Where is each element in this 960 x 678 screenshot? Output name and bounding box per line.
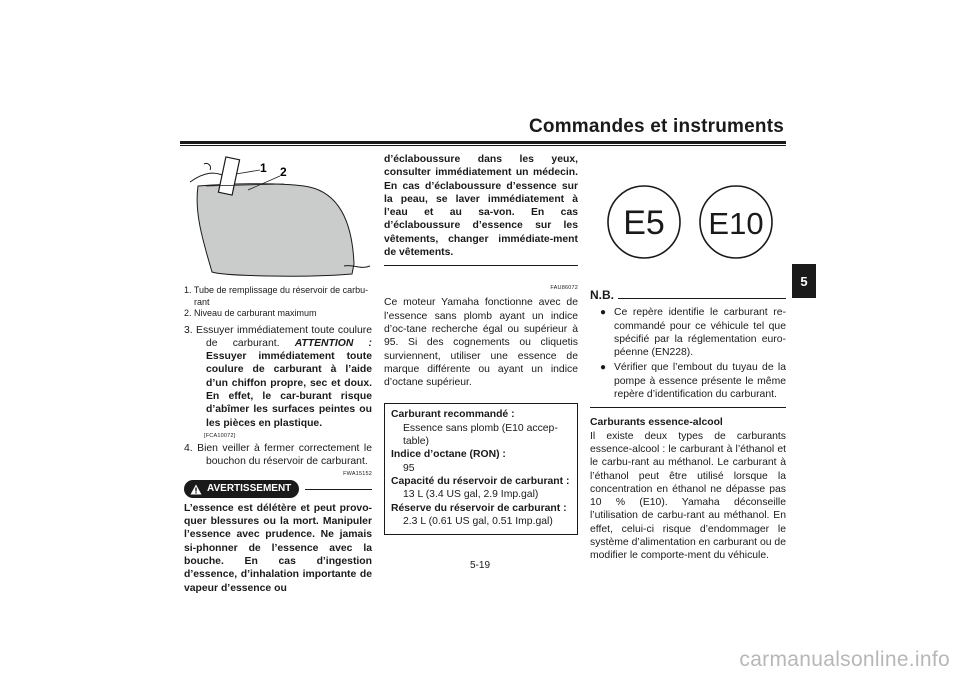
caption-2: 2. Niveau de carburant maximum — [184, 308, 317, 318]
nb-header — [590, 289, 786, 302]
warning-code: FWA15152 — [343, 471, 372, 478]
attention-body: Essuyer immédiatement toute coulure de carburant à l’aide d’un chiffon propre, sec et doux. En effet, le car-burant risque d’abîmer les surfaces peintes ou les pièces en plastique. — [206, 351, 372, 429]
step-4: 4. Bien veiller à fermer correctement le bouchon du réservoir de carburant. — [184, 442, 372, 468]
column-3 — [590, 289, 786, 563]
nb-bullets — [590, 306, 786, 401]
attention-code: [FCA10072] — [204, 432, 236, 439]
chapter-tab: 5 — [792, 264, 816, 298]
spec-value-fuel: Essence sans plomb (E10 accep-table) — [403, 422, 558, 448]
column-2 — [384, 153, 578, 535]
fuel-spec-box — [384, 403, 578, 535]
bullet-dot-icon: ● — [600, 362, 607, 374]
step-3-text: 3. Essuyer immédiatement toute coulure de carburant. — [184, 324, 372, 349]
step-3 — [184, 324, 372, 430]
warning-end-rule — [384, 265, 578, 266]
nb-end-rule — [590, 407, 786, 408]
watermark: carmanualsonline.info — [739, 648, 950, 671]
spec-label-octane: Indice d’octane (RON) : — [391, 449, 506, 461]
callout-1: 1 — [260, 161, 267, 175]
spec-label-fuel: Carburant recommandé : — [391, 409, 515, 421]
section-code: FAU86072 — [550, 285, 578, 292]
warning-text: L’essence est délétère et peut provo-quer blessures ou la mort. Manipuler l’essence avec prudence. Ne jamais si-phonner de l’essence avec la bouche. En cas d’ingestion d’essence, d’inhalation importante de vapeur d’essence ou — [184, 502, 372, 594]
warning-label: AVERTISSEMENT — [207, 483, 292, 495]
logo-e10: E10 — [708, 206, 764, 241]
bullet-dot-icon: ● — [600, 307, 607, 319]
page-title: Commandes et instruments — [528, 116, 784, 137]
header-rule — [180, 141, 786, 144]
nb-bullet — [600, 361, 786, 401]
alcohol-paragraph: Il existe deux types de carburants essence-alcool : le carburant à l’éthanol et le carbu-rant au méthanol. Le carburant à l’éthanol peut être utilisé lorsque la concentration en éthanol ne dépasse pas 10 % (E10). Yamaha déconseille l’utilisation de carbu-rant au méthanol. En effet, celui-ci risque d’endommager le système d’alimentation en carburant ou de modifier le comporte-ment du véhicule. — [590, 430, 786, 562]
nb-bullet — [600, 306, 786, 359]
warning-triangle-icon — [190, 484, 202, 495]
spec-value-reserve: 2.3 L (0.61 US gal, 0.51 Imp.gal) — [403, 515, 553, 527]
figure-captions — [184, 285, 372, 320]
fuel-logos — [606, 184, 776, 260]
logo-e5: E5 — [623, 204, 665, 242]
warning-rule — [305, 489, 372, 490]
fuel-tank-illustration — [184, 154, 374, 280]
spec-label-reserve: Réserve du réservoir de carburant : — [391, 502, 567, 514]
spec-value-capacity: 13 L (3.4 US gal, 2.9 Imp.gal) — [403, 489, 539, 501]
spec-value-octane: 95 — [403, 462, 415, 474]
callout-2: 2 — [280, 165, 287, 179]
octane-paragraph: Ce moteur Yamaha fonctionne avec de l’essence sans plomb ayant un indice d’oc-tane recherche égal ou supérieur à 95. Si des cognements ou cliquetis surviennent, utiliser une essence de marque différente ou ayant un indice d’octane supérieur. — [384, 297, 578, 389]
fuel-logo-graphic — [606, 184, 776, 260]
nb-bullet-text: Vérifier que l’embout du tuyau de la pompe à essence présente le même repère d’identification du carburant. — [614, 362, 786, 401]
page-number: 5-19 — [469, 560, 490, 571]
column-1 — [184, 285, 372, 595]
fuel-tank-figure — [184, 154, 374, 280]
nb-title: N.B. — [590, 288, 614, 302]
nb-bullet-text: Ce repère identifie le carburant re-commandé pour ce véhicule tel que spécifié par la réglementation euro-péenne (EN228). — [614, 307, 786, 359]
attention-label: ATTENTION : — [294, 337, 372, 349]
header-rule-thin — [180, 145, 786, 146]
warning-header — [184, 480, 372, 497]
spec-label-capacity: Capacité du réservoir de carburant : — [391, 475, 570, 487]
nb-rule — [618, 298, 786, 299]
alcohol-heading: Carburants essence-alcool — [590, 417, 723, 429]
warning-continuation: d’éclaboussure dans les yeux, consulter immédiatement un médecin. En cas d’éclaboussure d’essence sur la peau, se laver immédiatement à l’eau et au sa-von. En cas d’éclaboussure d’essence sur les vêtements, changer immédiate-ment de vêtements. — [384, 154, 578, 259]
warning-badge — [184, 480, 299, 497]
caption-1: 1. Tube de remplissage du réservoir de carbu-rant — [184, 285, 369, 307]
